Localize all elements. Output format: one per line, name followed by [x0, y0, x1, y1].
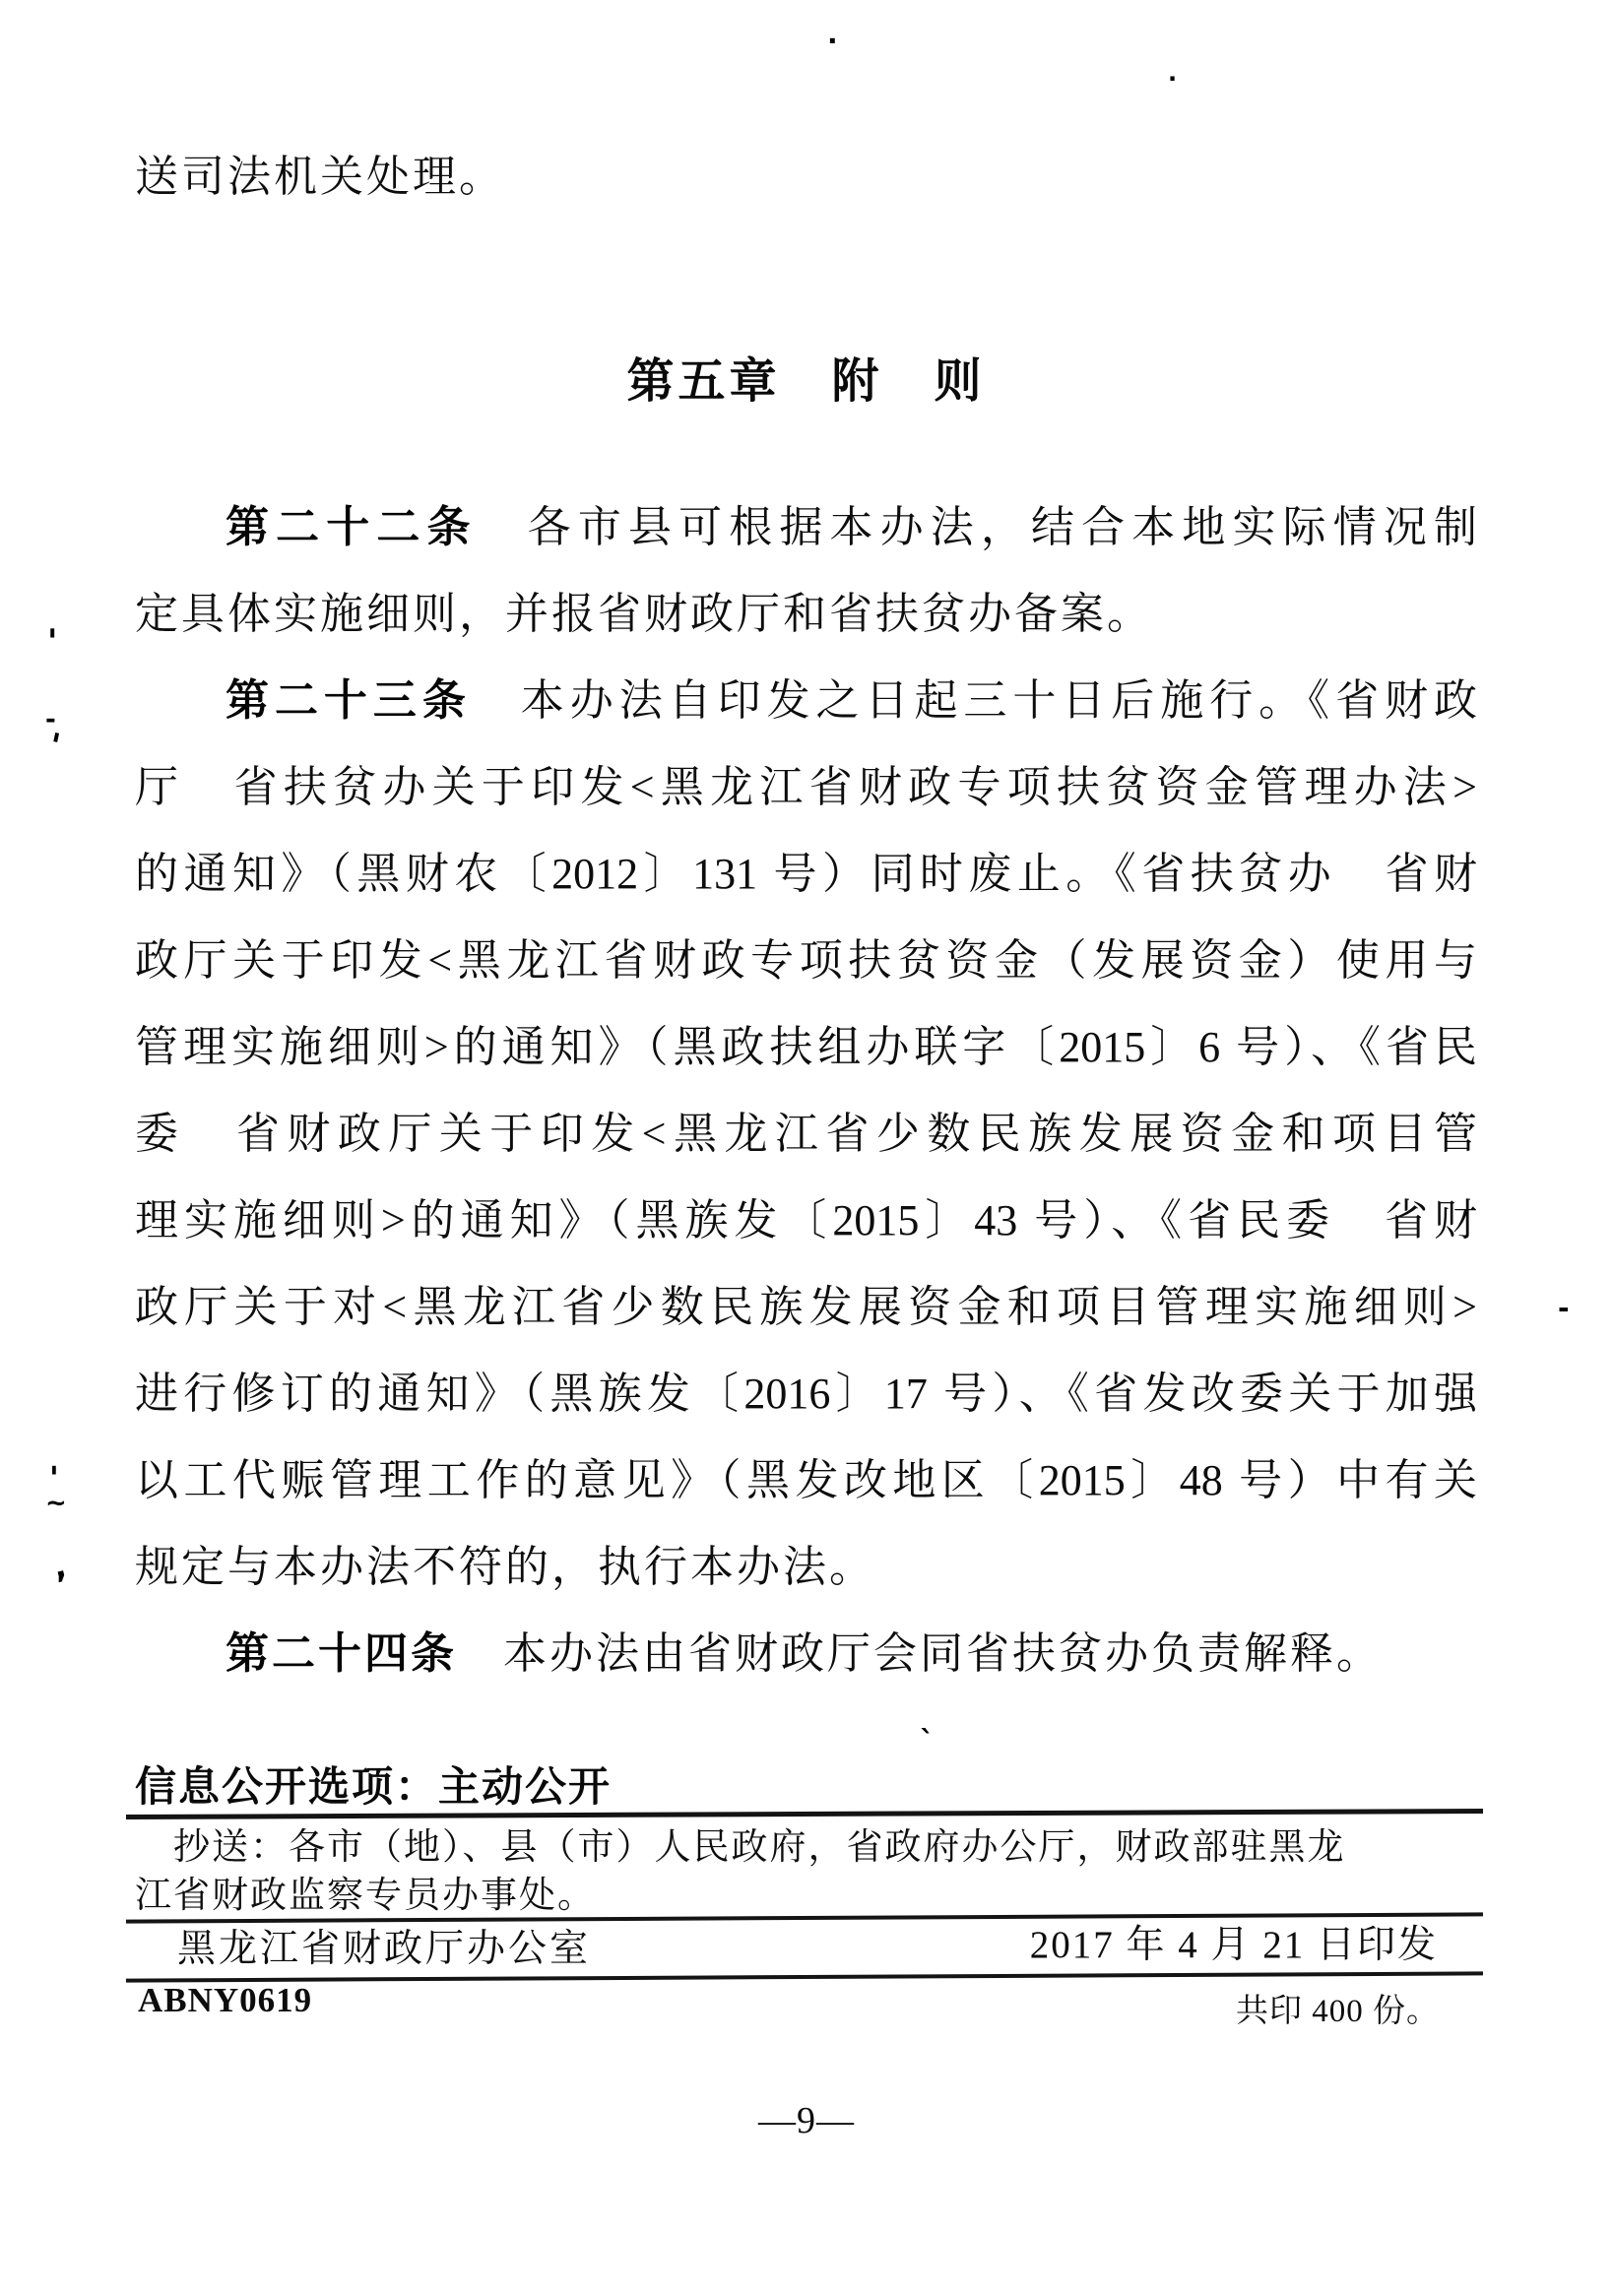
body-line	[135, 484, 1477, 571]
body-line	[135, 1351, 1477, 1437]
body-line	[135, 658, 1477, 744]
body-line	[135, 571, 1477, 658]
body-text: 政厅关于对<黑龙江省少数民族发展资金和项目管理实施细则>	[135, 1283, 1477, 1331]
article-number: 第二十二条	[226, 503, 478, 551]
body-line	[135, 1178, 1477, 1264]
scan-artifact: '	[44, 726, 64, 767]
body-line	[135, 1437, 1477, 1524]
body-text: 以工代赈管理工作的意见》（黑发改地区〔2015〕48 号）中有关	[135, 1456, 1477, 1504]
info-disclosure-heading: 信息公开选项：主动公开	[135, 1763, 613, 1810]
body-text: 各市县可根据本办法，结合本地实际情况制	[477, 503, 1477, 551]
document-code: ABNY0619	[138, 1981, 313, 2019]
page-number: —9—	[758, 2100, 855, 2141]
scan-artifact: ,	[48, 1547, 70, 1586]
body-text: 进行修订的通知》（黑族发〔2016〕17 号）、《省发改委关于加强	[135, 1370, 1477, 1418]
intro-line: 送司法机关处理。	[135, 153, 505, 201]
body-text: 委 省财政厅关于印发<黑龙江省少数民族发展资金和项目管	[135, 1110, 1477, 1158]
body-line	[135, 1524, 1477, 1611]
body-line	[135, 1611, 1477, 1697]
body-text: 本办法由省财政厅会同省扶贫办负责解释。	[457, 1629, 1383, 1678]
body-text: 理实施细则>的通知》（黑族发〔2015〕43 号）、《省民委 省财	[135, 1196, 1477, 1244]
body-line	[135, 744, 1477, 831]
article-body	[135, 484, 1477, 1697]
article-number: 第二十三条	[226, 676, 472, 725]
body-text: 政厅关于印发<黑龙江省财政专项扶贫资金（发展资金）使用与	[135, 936, 1477, 985]
body-text: 本办法自印发之日起三十日后施行。《省财政	[471, 676, 1478, 725]
scan-artifact: -	[45, 705, 56, 734]
cc-list-line: 抄送：各市（地）、县（市）人民政府，省政府办公厅，财政部驻黑龙	[173, 1827, 1346, 1868]
chapter-title: 第五章 附 则	[626, 355, 986, 408]
article-number: 第二十四条	[226, 1629, 457, 1678]
scan-artifact: .	[1168, 59, 1178, 87]
scan-artifact: '	[47, 622, 58, 662]
print-date: 2017 年 4 月 21 日印发	[1029, 1924, 1438, 1966]
cc-list-line: 江省财政监察专员办事处。	[135, 1876, 596, 1916]
scan-artifact: .	[827, 18, 838, 50]
body-line	[135, 918, 1477, 1004]
body-line	[135, 1091, 1477, 1178]
body-text: 的通知》（黑财农〔2012〕131 号）同时废止。《省扶贫办 省财	[135, 850, 1477, 898]
copies-printed: 共印 400 份。	[1236, 1994, 1440, 2029]
scan-artifact: '	[49, 1459, 59, 1497]
scan-artifact: ~	[45, 1489, 67, 1518]
body-text: 厅 省扶贫办关于印发<黑龙江省财政专项扶贫资金管理办法>	[135, 763, 1477, 811]
body-text: 管理实施细则>的通知》（黑政扶组办联字〔2015〕6 号）、《省民	[135, 1023, 1477, 1071]
body-text: 规定与本办法不符的，执行本办法。	[135, 1543, 875, 1591]
scan-artifact: `	[920, 1725, 935, 1759]
issuing-office: 黑龙江省财政厅办公室	[177, 1928, 592, 1970]
body-text: 定具体实施细则，并报省财政厅和省扶贫办备案。	[135, 590, 1153, 638]
body-line	[135, 1264, 1477, 1351]
body-line	[135, 1004, 1477, 1091]
body-line	[135, 831, 1477, 918]
divider-line	[126, 1971, 1483, 1982]
scan-artifact: -	[1558, 1292, 1570, 1324]
